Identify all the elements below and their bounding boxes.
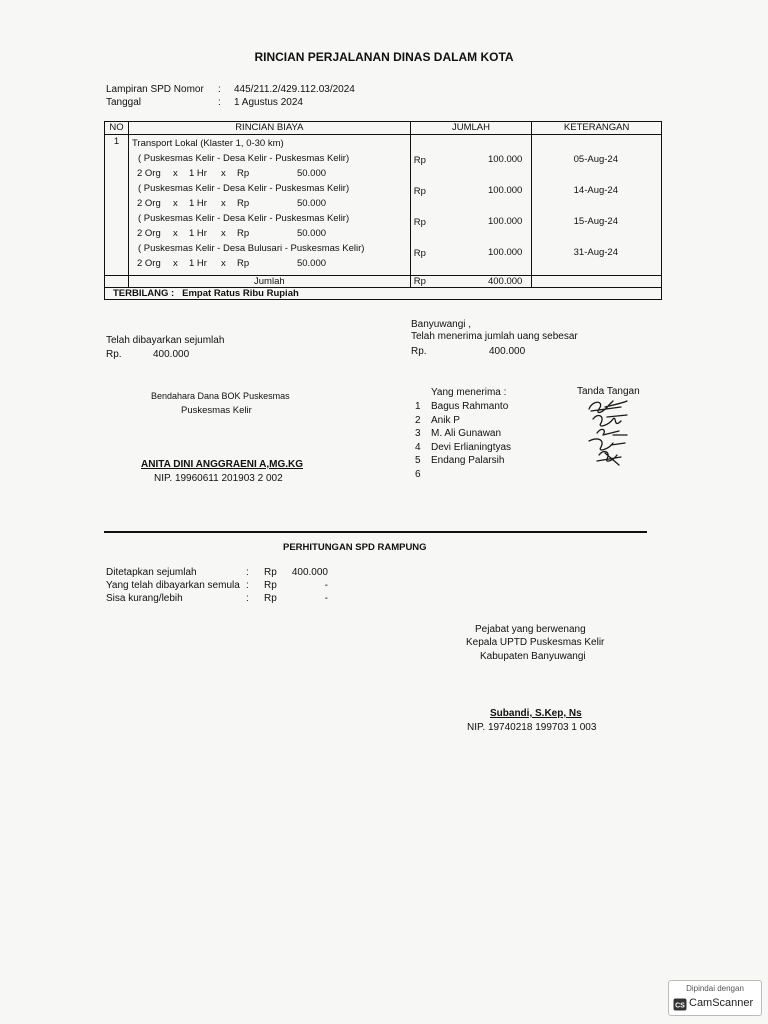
perhitungan-value: 400.000 (291, 567, 328, 578)
perhitungan-row (106, 593, 328, 604)
spd-number-row (106, 84, 355, 95)
receiver-item (415, 441, 511, 455)
multiply-sign: x (172, 258, 178, 269)
badge-line1: Dipindai dengan (686, 984, 744, 993)
multiply-sign: x (220, 198, 226, 209)
receiver-name: Anik P (431, 414, 460, 426)
camscanner-badge (668, 980, 762, 1016)
date-item: 15-Aug-24 (573, 216, 618, 227)
treasurer-role-line2: Puskesmas Kelir (181, 405, 252, 416)
perhitungan-row (106, 567, 328, 578)
route-text: ( Puskesmas Kelir - Desa Bulusari - Puskesmas Kelir) (137, 243, 365, 254)
org-text: 2 Org (136, 258, 161, 269)
rate-rp: Rp (236, 168, 250, 179)
page-title: RINCIAN PERJALANAN DINAS DALAM KOTA (254, 50, 514, 64)
receiver-name: M. Ali Gunawan (431, 428, 502, 439)
svg-text:CS: CS (675, 1002, 685, 1010)
place-text: Banyuwangi , (411, 319, 472, 330)
jumlah-rp: Rp (413, 276, 426, 287)
perhitungan-colon: : (246, 580, 249, 591)
header-jumlah: JUMLAH (410, 122, 532, 135)
receiver-number: 5 (415, 455, 421, 466)
rate-rp: Rp (236, 198, 250, 209)
receiver-name: Devi Erlianingtyas (431, 441, 512, 453)
rate-value: 50.000 (296, 168, 327, 179)
transport-header: Transport Lokal (Klaster 1, 0-30 km) (131, 138, 284, 149)
route-text: ( Puskesmas Kelir - Desa Kelir - Puskesmas Kelir) (137, 213, 350, 224)
rincian-item (132, 241, 407, 271)
multiply-sign: x (172, 168, 178, 179)
amount-value: 100.000 (487, 154, 523, 165)
signatures-image (583, 395, 643, 473)
receiver-number: 1 (415, 401, 421, 412)
multiply-sign: x (172, 198, 178, 209)
jumlah-cell (410, 135, 532, 276)
badge-line2: CamScanner (689, 997, 754, 1009)
amount-item (414, 243, 529, 274)
official-nip: NIP. 19740218 199703 1 003 (467, 722, 597, 733)
multiply-sign: x (172, 228, 178, 239)
route-text: ( Puskesmas Kelir - Desa Kelir - Puskesmas Kelir) (137, 153, 350, 164)
official-name: Subandi, S.Kep, Ns (490, 708, 582, 719)
hr-text: 1 Hr (188, 198, 207, 209)
received-rp: Rp. (411, 346, 427, 357)
perhitungan-label: Ditetapkan sejumlah (106, 567, 197, 578)
perhitungan-rp: Rp (264, 593, 277, 604)
amount-item (414, 181, 529, 212)
signature-label: Tanda Tangan (577, 386, 640, 397)
receiver-name: Endang Palarsih (431, 455, 505, 466)
date-item: 31-Aug-24 (573, 247, 618, 258)
calc-line (132, 256, 407, 271)
rincian-items (132, 151, 407, 271)
spd-number-colon: : (218, 84, 221, 95)
rincian-item (132, 151, 407, 181)
header-rincian: RINCIAN BIAYA (128, 122, 410, 135)
amount-rp: Rp (413, 186, 426, 197)
receiver-number: 6 (415, 468, 421, 480)
jumlah-row (105, 276, 662, 288)
row-number: 1 (105, 135, 129, 276)
jumlah-label: Jumlah (128, 276, 410, 288)
receiver-item (415, 400, 511, 414)
date-items (535, 150, 658, 274)
multiply-sign: x (220, 168, 226, 179)
official-line3: Kabupaten Banyuwangi (480, 651, 586, 662)
rate-value: 50.000 (296, 258, 327, 269)
date-label: Tanggal (106, 97, 142, 108)
perhitungan-rp: Rp (264, 580, 277, 591)
receiver-item (415, 427, 511, 441)
date-item: 05-Aug-24 (573, 154, 618, 165)
perhitungan-label: Yang telah dibayarkan semula (106, 580, 240, 591)
rincian-item (132, 211, 407, 241)
spd-number-label: Lampiran SPD Nomor (106, 84, 204, 95)
hr-text: 1 Hr (188, 168, 207, 179)
jumlah-value: 400.000 (487, 276, 523, 287)
receiver-item (415, 468, 511, 482)
paid-label: Telah dibayarkan sejumlah (106, 335, 225, 346)
rate-rp: Rp (236, 228, 250, 239)
rate-value: 50.000 (296, 228, 327, 239)
calc-line (132, 226, 407, 241)
paid-rp: Rp. (106, 349, 122, 360)
amount-item (414, 212, 529, 243)
org-text: 2 Org (136, 198, 161, 209)
calc-line (132, 166, 407, 181)
rincian-cell (128, 135, 410, 276)
received-value: 400.000 (489, 346, 526, 357)
receiver-number: 4 (415, 441, 421, 453)
multiply-sign: x (220, 228, 226, 239)
amount-value: 100.000 (487, 185, 523, 196)
perhitungan-rp: Rp (264, 567, 277, 578)
treasurer-name: ANITA DINI ANGGRAENI A,MG.KG (141, 459, 304, 470)
receiver-number: 2 (415, 414, 421, 426)
org-text: 2 Org (136, 228, 161, 239)
cost-table (104, 121, 662, 300)
amount-items (414, 150, 529, 274)
terbilang-value: Empat Ratus Ribu Rupiah (182, 288, 299, 299)
table-row (105, 135, 662, 276)
receiver-item (415, 454, 511, 468)
amount-value: 100.000 (487, 247, 523, 258)
org-text: 2 Org (136, 168, 161, 179)
receiver-item (415, 414, 511, 428)
rate-value: 50.000 (296, 198, 327, 209)
official-line2: Kepala UPTD Puskesmas Kelir (466, 637, 605, 648)
official-line1: Pejabat yang berwenang (475, 624, 586, 635)
perhitungan-label: Sisa kurang/lebih (106, 593, 183, 604)
treasurer-nip: NIP. 19960611 201903 2 002 (154, 473, 283, 484)
perhitungan-colon: : (246, 593, 249, 604)
perhitungan-row (106, 580, 328, 591)
perhitungan-value: - (324, 593, 328, 604)
paid-value: 400.000 (153, 349, 190, 360)
date-value: 1 Agustus 2024 (234, 97, 303, 108)
terbilang-label: TERBILANG : (113, 288, 175, 299)
terbilang-row (105, 288, 662, 300)
receiver-number: 3 (415, 428, 421, 439)
header-keterangan: KETERANGAN (532, 122, 662, 135)
camscanner-logo-icon (673, 998, 687, 1011)
header-no: NO (105, 122, 129, 135)
rate-rp: Rp (236, 258, 250, 269)
jumlah-total-cell (410, 276, 532, 288)
perhitungan-title: PERHITUNGAN SPD RAMPUNG (283, 542, 427, 553)
amount-rp: Rp (413, 217, 426, 228)
calc-line (132, 196, 407, 211)
amount-value: 100.000 (487, 216, 523, 227)
rincian-item (132, 181, 407, 211)
date-item: 14-Aug-24 (573, 185, 618, 196)
route-text: ( Puskesmas Kelir - Desa Kelir - Puskesmas Kelir) (137, 183, 350, 194)
multiply-sign: x (220, 258, 226, 269)
jumlah-ket-empty (532, 276, 662, 288)
receiver-name: Bagus Rahmanto (431, 401, 509, 412)
receiver-list (415, 400, 511, 481)
section-divider (104, 531, 647, 533)
amount-item (414, 150, 529, 181)
date-colon: : (218, 97, 221, 108)
amount-rp: Rp (413, 248, 426, 259)
perhitungan-colon: : (246, 567, 249, 578)
keterangan-cell (532, 135, 662, 276)
table-header-row (105, 122, 662, 135)
hr-text: 1 Hr (188, 258, 207, 269)
jumlah-empty-cell (105, 276, 129, 288)
date-row (106, 97, 303, 108)
treasurer-role-line1: Bendahara Dana BOK Puskesmas (151, 391, 290, 401)
terbilang-cell (105, 288, 662, 300)
hr-text: 1 Hr (188, 228, 207, 239)
amount-rp: Rp (413, 155, 426, 166)
received-label: Telah menerima jumlah uang sebesar (411, 331, 578, 342)
spd-number-value: 445/211.2/429.112.03/2024 (234, 84, 355, 95)
receiver-label: Yang menerima : (431, 387, 507, 398)
perhitungan-value: - (324, 580, 328, 591)
